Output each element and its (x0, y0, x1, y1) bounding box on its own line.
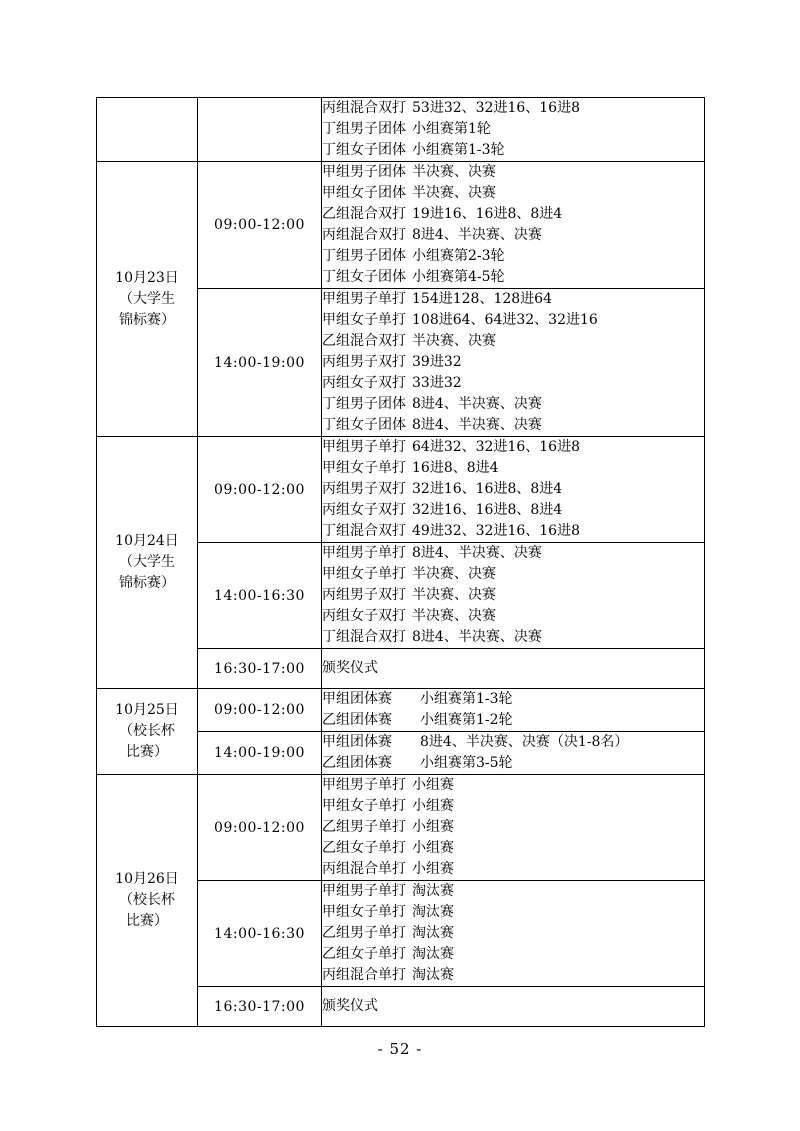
event-line (322, 162, 704, 183)
date-label: 10月25日 (115, 702, 179, 718)
time-cell: 14:00-16:30 (198, 881, 322, 987)
event-name: 乙组混合双打 (322, 333, 406, 349)
event-line (322, 479, 704, 500)
event-name: 丙组混合双打 (322, 100, 406, 116)
event-line (322, 458, 704, 479)
event-stage: 32进16、16进8、8进4 (412, 502, 563, 518)
date-note: （大学生 (119, 554, 175, 570)
event-line (322, 902, 704, 923)
event-stage: 小组赛第3-5轮 (420, 755, 513, 771)
event-stage: 64进32、32进16、16进8 (412, 439, 580, 455)
events-cell (322, 689, 705, 732)
event-stage: 半决赛、决赛 (412, 185, 496, 201)
event-line (322, 373, 704, 394)
time-cell: 14:00-16:30 (198, 543, 322, 649)
event-stage: 53进32、32进16、16进8 (412, 100, 580, 116)
page-number: - 52 - (377, 1040, 423, 1058)
event-line (322, 415, 704, 436)
events-cell (322, 162, 705, 289)
event-name: 丙组混合单打 (322, 967, 406, 983)
event-line (322, 500, 704, 521)
event-name: 乙组女子单打 (322, 946, 406, 962)
date-label: 10月23日 (115, 269, 179, 286)
time-cell: 14:00-19:00 (198, 289, 322, 437)
event-stage: 小组赛第1-3轮 (412, 142, 505, 158)
event-name: 乙组混合双打 (322, 206, 406, 222)
date-cell (97, 775, 198, 1027)
event-line (322, 606, 704, 627)
events-cell (322, 437, 705, 543)
event-line (322, 859, 704, 880)
event-line (322, 585, 704, 606)
event-line (322, 627, 704, 648)
events-cell (322, 881, 705, 987)
event-name: 丙组混合双打 (322, 227, 406, 243)
date-label: 10月26日 (115, 871, 179, 887)
event-line (322, 753, 704, 774)
date-note: 比赛） (126, 913, 168, 929)
event-line (322, 119, 704, 140)
event-stage: 19进16、16进8、8进4 (412, 206, 563, 222)
event-stage: 半决赛、决赛 (412, 608, 496, 624)
event-name: 丙组女子双打 (322, 608, 406, 624)
events-cell (322, 732, 705, 775)
date-cell (97, 437, 198, 689)
event-name: 乙组团体赛 (322, 712, 392, 728)
event-line (322, 225, 704, 246)
events-cell (322, 649, 705, 689)
event-stage: 49进32、32进16、16进8 (412, 523, 580, 539)
event-name: 丁组女子团体 (322, 142, 406, 158)
event-stage: 半决赛、决赛 (412, 587, 496, 603)
date-note: （校长杯 (119, 892, 175, 908)
event-stage: 16进8、8进4 (412, 460, 499, 476)
event-stage: 154进128、128进64 (412, 291, 552, 307)
ceremony-text: 颁奖仪式 (322, 998, 378, 1014)
event-stage: 8进4、半决赛、决赛 (412, 396, 542, 412)
event-name: 甲组女子单打 (322, 798, 406, 814)
event-stage: 8进4、半决赛、决赛 (412, 545, 542, 561)
event-stage: 小组赛 (412, 861, 454, 877)
event-name: 甲组男子单打 (322, 545, 406, 561)
time-cell: 09:00-12:00 (198, 162, 322, 289)
event-line (322, 944, 704, 965)
event-name: 甲组女子团体 (322, 185, 406, 201)
event-stage: 小组赛第1-2轮 (420, 712, 513, 728)
event-name: 丁组混合双打 (322, 523, 406, 539)
event-line (322, 289, 704, 310)
event-name: 乙组团体赛 (322, 755, 392, 771)
event-name: 丁组混合双打 (322, 629, 406, 645)
event-line (322, 204, 704, 225)
event-line (322, 796, 704, 817)
table-row (97, 775, 705, 881)
event-line (322, 564, 704, 585)
event-name: 甲组男子单打 (322, 883, 406, 899)
event-stage: 淘汰赛 (412, 883, 454, 899)
event-line (322, 140, 704, 161)
event-name: 丁组男子团体 (322, 396, 406, 412)
event-name: 甲组男子单打 (322, 439, 406, 455)
event-stage: 8进4、半决赛、决赛（决1-8名） (420, 734, 629, 750)
event-stage: 小组赛 (412, 777, 454, 793)
table-row (97, 437, 705, 543)
event-name: 乙组女子单打 (322, 840, 406, 856)
event-stage: 小组赛第1-3轮 (420, 691, 513, 707)
event-name: 甲组女子单打 (322, 312, 406, 328)
schedule-table (96, 97, 705, 1027)
event-stage: 半决赛、决赛 (412, 333, 496, 349)
ceremony-text: 颁奖仪式 (322, 660, 378, 676)
event-stage: 半决赛、决赛 (412, 164, 496, 180)
event-line (322, 331, 704, 352)
event-stage: 小组赛第4-5轮 (412, 269, 505, 285)
event-stage: 39进32 (412, 354, 462, 370)
events-cell (322, 987, 705, 1027)
event-line (322, 310, 704, 331)
event-line (322, 352, 704, 373)
date-cell (97, 98, 198, 162)
event-stage: 淘汰赛 (412, 904, 454, 920)
event-line (322, 881, 704, 902)
event-name: 丙组男子双打 (322, 587, 406, 603)
event-line (322, 710, 704, 731)
date-cell (97, 689, 198, 775)
event-stage: 淘汰赛 (412, 946, 454, 962)
event-name: 乙组男子单打 (322, 819, 406, 835)
table-row (97, 98, 705, 162)
event-name: 甲组女子单打 (322, 460, 406, 476)
event-line (322, 394, 704, 415)
event-line (322, 246, 704, 267)
event-name: 丙组男子双打 (322, 354, 406, 370)
table-row (97, 162, 705, 289)
event-line (322, 98, 704, 119)
event-line (322, 838, 704, 859)
event-stage: 32进16、16进8、8进4 (412, 481, 563, 497)
event-stage: 小组赛第1轮 (412, 121, 491, 137)
event-name: 丁组男子团体 (322, 248, 406, 264)
event-name: 甲组男子单打 (322, 777, 406, 793)
date-note: 锦标赛） (119, 575, 175, 591)
date-cell (97, 162, 198, 437)
date-note: （校长杯 (119, 723, 175, 739)
event-stage: 108进64、64进32、32进16 (412, 312, 598, 328)
event-name: 甲组男子团体 (322, 164, 406, 180)
event-line (322, 817, 704, 838)
event-stage: 小组赛第2-3轮 (412, 248, 505, 264)
event-name: 丙组女子双打 (322, 375, 406, 391)
event-stage: 8进4、半决赛、决赛 (412, 629, 542, 645)
event-name: 甲组女子单打 (322, 904, 406, 920)
event-name: 甲组团体赛 (322, 691, 392, 707)
date-label: 10月24日 (115, 533, 179, 549)
events-cell (322, 775, 705, 881)
time-cell: 14:00-19:00 (198, 732, 322, 775)
time-cell: 09:00-12:00 (198, 775, 322, 881)
time-cell: 09:00-12:00 (198, 689, 322, 732)
event-stage: 小组赛 (412, 819, 454, 835)
events-cell (322, 98, 705, 162)
event-name: 乙组男子单打 (322, 925, 406, 941)
event-name: 丁组男子团体 (322, 121, 406, 137)
time-cell: 16:30-17:00 (198, 987, 322, 1027)
time-cell (198, 98, 322, 162)
event-stage: 半决赛、决赛 (412, 566, 496, 582)
event-stage: 33进32 (412, 375, 462, 391)
event-name: 甲组团体赛 (322, 734, 392, 750)
event-name: 甲组女子单打 (322, 566, 406, 582)
date-note: （大学生 (119, 290, 175, 307)
event-stage: 淘汰赛 (412, 925, 454, 941)
event-line (322, 437, 704, 458)
event-stage: 淘汰赛 (412, 967, 454, 983)
event-name: 丙组男子双打 (322, 481, 406, 497)
time-cell: 16:30-17:00 (198, 649, 322, 689)
event-line (322, 965, 704, 986)
event-line (322, 543, 704, 564)
event-name: 甲组男子单打 (322, 291, 406, 307)
event-line (322, 732, 704, 753)
time-cell: 09:00-12:00 (198, 437, 322, 543)
event-line (322, 689, 704, 710)
events-cell (322, 289, 705, 437)
event-stage: 小组赛 (412, 798, 454, 814)
event-stage: 8进4、半决赛、决赛 (412, 417, 542, 433)
event-line (322, 267, 704, 288)
event-name: 丙组混合单打 (322, 861, 406, 877)
event-line (322, 183, 704, 204)
table-row (97, 689, 705, 732)
event-name: 丁组女子团体 (322, 417, 406, 433)
event-line (322, 923, 704, 944)
date-note: 锦标赛） (119, 311, 175, 328)
event-name: 丁组女子团体 (322, 269, 406, 285)
date-note: 比赛） (126, 744, 168, 760)
event-line (322, 521, 704, 542)
event-line (322, 775, 704, 796)
events-cell (322, 543, 705, 649)
event-stage: 小组赛 (412, 840, 454, 856)
event-stage: 8进4、半决赛、决赛 (412, 227, 542, 243)
event-name: 丙组女子双打 (322, 502, 406, 518)
